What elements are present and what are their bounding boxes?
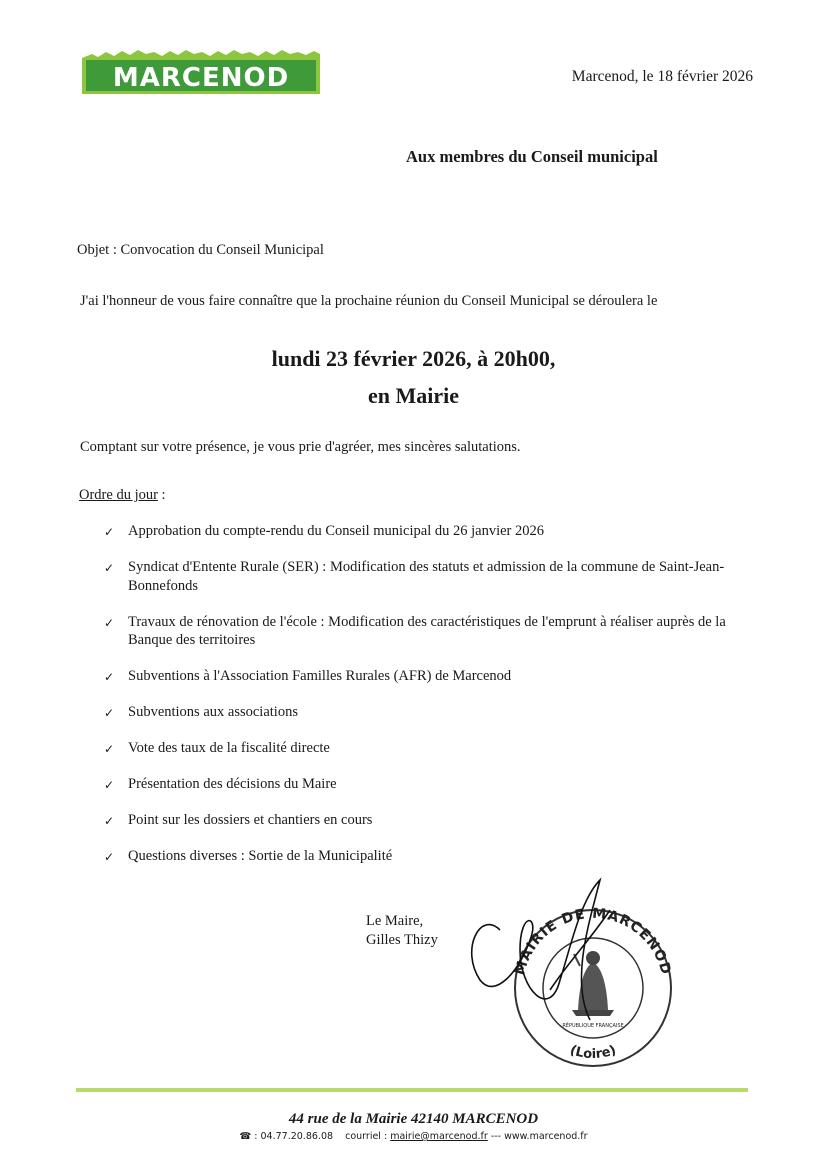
marianne-emblem-icon xyxy=(572,951,614,1016)
phone-number: : 04.77.20.86.08 xyxy=(251,1131,334,1142)
website-link[interactable]: www.marcenod.fr xyxy=(504,1131,588,1142)
logo-text: MARCENOD xyxy=(112,63,290,93)
email-link[interactable]: mairie@marcenod.fr xyxy=(390,1131,488,1142)
check-icon: ✓ xyxy=(104,850,115,864)
agenda-item: ✓ Subventions à l'Association Familles Rurales (AFR) de Marcenod xyxy=(104,667,764,686)
recipient: Aux membres du Conseil municipal xyxy=(406,147,658,166)
letter-date: Marcenod, le 18 février 2026 xyxy=(571,68,753,85)
letter-subject: Objet : Convocation du Conseil Municipal xyxy=(77,242,324,258)
signatory-name: Gilles Thizy xyxy=(366,932,438,948)
signature-block xyxy=(366,912,438,950)
agenda-item: ✓ Approbation du compte-rendu du Conseil municipal du 26 janvier 2026 xyxy=(104,522,764,541)
check-icon: ✓ xyxy=(104,814,115,828)
official-stamp xyxy=(512,906,674,1066)
agenda-item: ✓ Syndicat d'Entente Rurale (SER) : Modification des statuts et admission de la commune de Saint-Jean-Bonnefonds xyxy=(104,559,725,594)
phone-icon: ☎ xyxy=(239,1131,252,1142)
footer-contact xyxy=(0,1131,827,1142)
meeting-date: lundi 23 février 2026, à 20h00, xyxy=(271,346,556,371)
check-icon: ✓ xyxy=(104,706,115,720)
footer-address: 44 rue de la Mairie 42140 MARCENOD xyxy=(288,1111,539,1127)
agenda-item: ✓ Point sur les dossiers et chantiers en cours xyxy=(104,811,764,830)
check-icon: ✓ xyxy=(104,525,115,539)
meeting-place: en Mairie xyxy=(367,383,460,408)
check-icon: ✓ xyxy=(104,561,115,575)
signatory-title: Le Maire, xyxy=(366,913,424,929)
agenda-item: ✓ Questions diverses : Sortie de la Municipalité xyxy=(104,847,764,866)
agenda-colon: : xyxy=(157,487,166,503)
marcenod-logo xyxy=(82,46,320,94)
agenda-title: Ordre du jour xyxy=(79,487,158,503)
agenda-heading xyxy=(79,487,166,504)
letter-closing: Comptant sur votre présence, je vous prie d'agréer, mes sincères salutations. xyxy=(80,439,521,455)
agenda-item: ✓ Subventions aux associations xyxy=(104,703,764,722)
signature-stamp xyxy=(460,870,730,1070)
agenda-item: ✓ Travaux de rénovation de l'école : Modification des caractéristiques de l'emprunt à réaliser auprès de la Banque des territoires xyxy=(104,613,726,648)
check-icon: ✓ xyxy=(104,742,115,756)
footer-divider xyxy=(76,1088,748,1092)
email-label: courriel : xyxy=(345,1131,391,1142)
check-icon: ✓ xyxy=(104,670,115,684)
agenda-list xyxy=(104,522,764,883)
check-icon: ✓ xyxy=(104,615,115,630)
footer-separator: --- xyxy=(487,1131,505,1142)
stamp-top-text: MAIRIE DE MARCENOD xyxy=(512,905,674,977)
agenda-item: ✓ Vote des taux de la fiscalité directe xyxy=(104,739,764,758)
stamp-small-text: RÉPUBLIQUE FRANÇAISE xyxy=(562,1023,624,1029)
letter-intro: J'ai l'honneur de vous faire connaître que la prochaine réunion du Conseil Municipal se déroulera le xyxy=(80,293,658,309)
svg-text:(Loire) xyxy=(568,1043,618,1062)
agenda-item: ✓ Présentation des décisions du Maire xyxy=(104,775,764,794)
check-icon: ✓ xyxy=(104,778,115,792)
stamp-bottom-text: (Loire) xyxy=(567,1042,619,1063)
